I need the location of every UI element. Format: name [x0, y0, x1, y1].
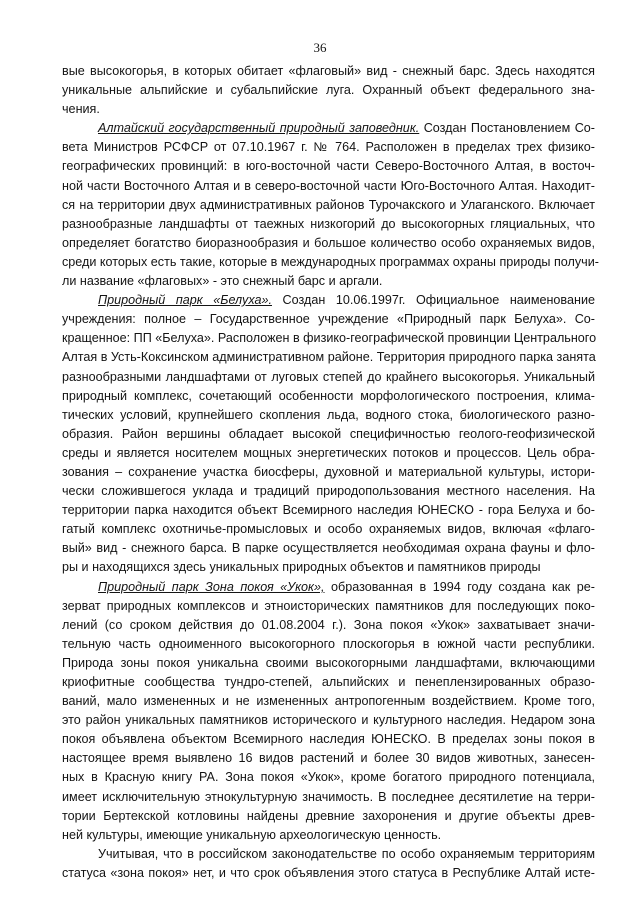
- text-line: [62, 196, 595, 215]
- text-line: [62, 501, 595, 520]
- line-text: уникальные альпийские и субальпийские луга. Охранный объект федерального зна-: [62, 83, 595, 98]
- line-text: природный комплекс, сочетающий особенности морфологического построения, клима-: [62, 388, 595, 403]
- line-text: покоя объявлена объектом Всемирного наследия ЮНЕСКО. В пределах зоны покоя в: [62, 732, 595, 747]
- text-line: [62, 711, 595, 730]
- text-line: [62, 119, 595, 138]
- line-text: ся на территории двух административных районов Турочакского и Улаганского. Включает: [62, 197, 595, 212]
- text-line: [62, 730, 595, 749]
- text-line: [62, 177, 595, 196]
- text-line: [62, 62, 595, 81]
- document-body: [62, 62, 599, 883]
- text-line: [62, 654, 595, 673]
- line-text: территории парка находится объект Всемирного наследия ЮНЕСКО - гора Белуха и бо-: [62, 503, 595, 518]
- line-text: среди которых есть такие, которые в международных программах охраны природы получи-: [62, 254, 599, 269]
- text-line: [62, 329, 595, 348]
- text-line: [62, 482, 595, 501]
- section-title: Природный парк «Белуха».: [98, 293, 272, 308]
- text-line: [62, 826, 595, 845]
- section-title: Алтайский государственный природный заповедник.: [98, 121, 420, 136]
- line-text: среды и является носителем мощных энергетических потоков и процессов. Цель обра-: [62, 445, 595, 460]
- text-line: [62, 444, 595, 463]
- line-text: статуса «зона покоя» нет, и что срок объявления этого статуса в Республике Алтай исте-: [62, 865, 595, 880]
- text-line: [62, 387, 595, 406]
- text-line: [62, 348, 595, 367]
- line-text: учреждения: полное – Государственное учреждение «Природный парк Белуха». Со-: [62, 312, 595, 327]
- text-line: [62, 234, 595, 253]
- line-text: образованная в 1994 году создана как ре-: [324, 579, 595, 594]
- line-text: тических условий, крупнейшего скопления льда, водного стока, биологического разно-: [62, 407, 595, 422]
- text-line: [62, 272, 595, 291]
- text-line: [62, 157, 595, 176]
- section-title: Природный парк Зона покоя «Укок»,: [98, 579, 325, 594]
- line-text: Учитывая, что в российском законодательстве по особо охраняемым территориям: [98, 846, 595, 861]
- text-line: [62, 463, 595, 482]
- line-text: вета Министров РСФСР от 07.10.1967 г. № 764. Расположен в пределах трех физико-: [62, 140, 595, 155]
- text-line: [62, 578, 595, 597]
- line-text: лений (со сроком действия до 01.08.2004 г.). Зона покоя «Укок» захватывает значи-: [62, 617, 595, 632]
- text-line: [62, 749, 595, 768]
- text-line: [62, 807, 595, 826]
- line-text: тории Бертекской котловины найдены древние захоронения и другие объекты древ-: [62, 808, 595, 823]
- text-line: [62, 845, 595, 864]
- line-text: имеет исключительную этнокультурную значимость. В последнее десятилетие на терри-: [62, 789, 595, 804]
- line-text: чения.: [62, 102, 100, 117]
- line-text: чески сложившегося уклада и традиций природопользования местного населения. На: [62, 484, 595, 499]
- text-line: [62, 539, 595, 558]
- line-text: определяет богатство биоразнообразия и большое количество особо охраняемых видов,: [62, 235, 595, 250]
- text-line: [62, 616, 595, 635]
- text-line: [62, 558, 595, 577]
- text-line: [62, 788, 595, 807]
- text-line: [62, 692, 595, 711]
- line-text: криофитные сообщества тундро-степей, альпийских и пенеплензированных образо-: [62, 675, 595, 689]
- line-text: образия. Район вершины обладает высокой специфичностью геолого-геофизической: [62, 426, 595, 441]
- text-line: [62, 673, 595, 692]
- line-text: вые высокогорья, в которых обитает «флаговый» вид - снежный барс. Здесь находятся: [62, 64, 595, 78]
- line-text: Алтая в Усть-Коксинском административном районе. Территория природного парка занята: [62, 350, 596, 365]
- line-text: ваний, мало измененных и не измененных антропогенным воздействием. Кроме того,: [62, 694, 595, 709]
- text-line: [62, 864, 595, 883]
- line-text: разнообразными ландшафтами от луговых степей до крайнего высокогорья. Уникальный: [62, 369, 595, 384]
- text-line: [62, 597, 595, 616]
- text-line: [62, 291, 595, 310]
- text-line: [62, 81, 595, 100]
- line-text: кращенное: ПП «Белуха». Расположен в физико-географической провинции Центрального: [62, 331, 597, 346]
- text-line: [62, 253, 599, 272]
- text-line: [62, 310, 595, 329]
- text-line: [62, 520, 595, 539]
- line-text: зования – сохранение участка биосферы, духовной и материальной культуры, истори-: [62, 464, 595, 479]
- line-text: географических провинций: в юго-восточной части Северо-Восточного Алтая, в восточ-: [62, 159, 595, 174]
- line-text: ней культуры, имеющие уникальную археологическую ценность.: [62, 827, 442, 842]
- line-text: ной части Восточного Алтая и в северо-восточной части Юго-Восточного Алтая. Находит-: [62, 178, 595, 193]
- text-line: [62, 768, 595, 787]
- line-text: Природа зоны покоя уникальна своими высокогорными ландшафтами, включающими: [62, 655, 595, 670]
- text-line: [62, 215, 595, 234]
- line-text: тельную часть одноименного высокогорного плоскогорья в южной части республики.: [62, 636, 595, 651]
- text-line: [62, 100, 595, 119]
- line-text: это район уникальных памятников исторического и культурного наследия. Недаром зона: [62, 713, 595, 728]
- line-text: Создан Постановлением Со-: [419, 121, 595, 136]
- line-text: настоящее время выявлено 16 видов растений и более 30 видов животных, занесен-: [62, 751, 595, 766]
- page-number: 36: [313, 40, 327, 55]
- line-text: ли название «флаговых» - это снежный барс и аргали.: [62, 274, 383, 289]
- text-line: [62, 425, 595, 444]
- line-text: вый» вид - снежного барса. В парке осуществляется необходимая охрана фауны и фло-: [62, 541, 595, 556]
- text-line: [62, 138, 595, 157]
- line-text: разнообразные ландшафты от таежных низкогорий до высокогорных гляциальных, что: [62, 216, 595, 231]
- text-line: [62, 635, 595, 654]
- line-text: ры и находящихся здесь уникальных природных объектов и памятников природы: [62, 560, 541, 575]
- line-text: ных в Красную книгу РА. Зона покоя «Укок», кроме богатого природного потенциала,: [62, 770, 595, 785]
- line-text: Создан 10.06.1997г. Официальное наименование: [271, 293, 595, 308]
- text-line: [62, 406, 595, 425]
- line-text: гатый комплекс охотничье-промысловых и особо охраняемых видов, включая «флаго-: [62, 522, 595, 537]
- text-line: [62, 368, 595, 387]
- line-text: зерват природных комплексов и этноисторических памятников для последующих поко-: [62, 598, 595, 613]
